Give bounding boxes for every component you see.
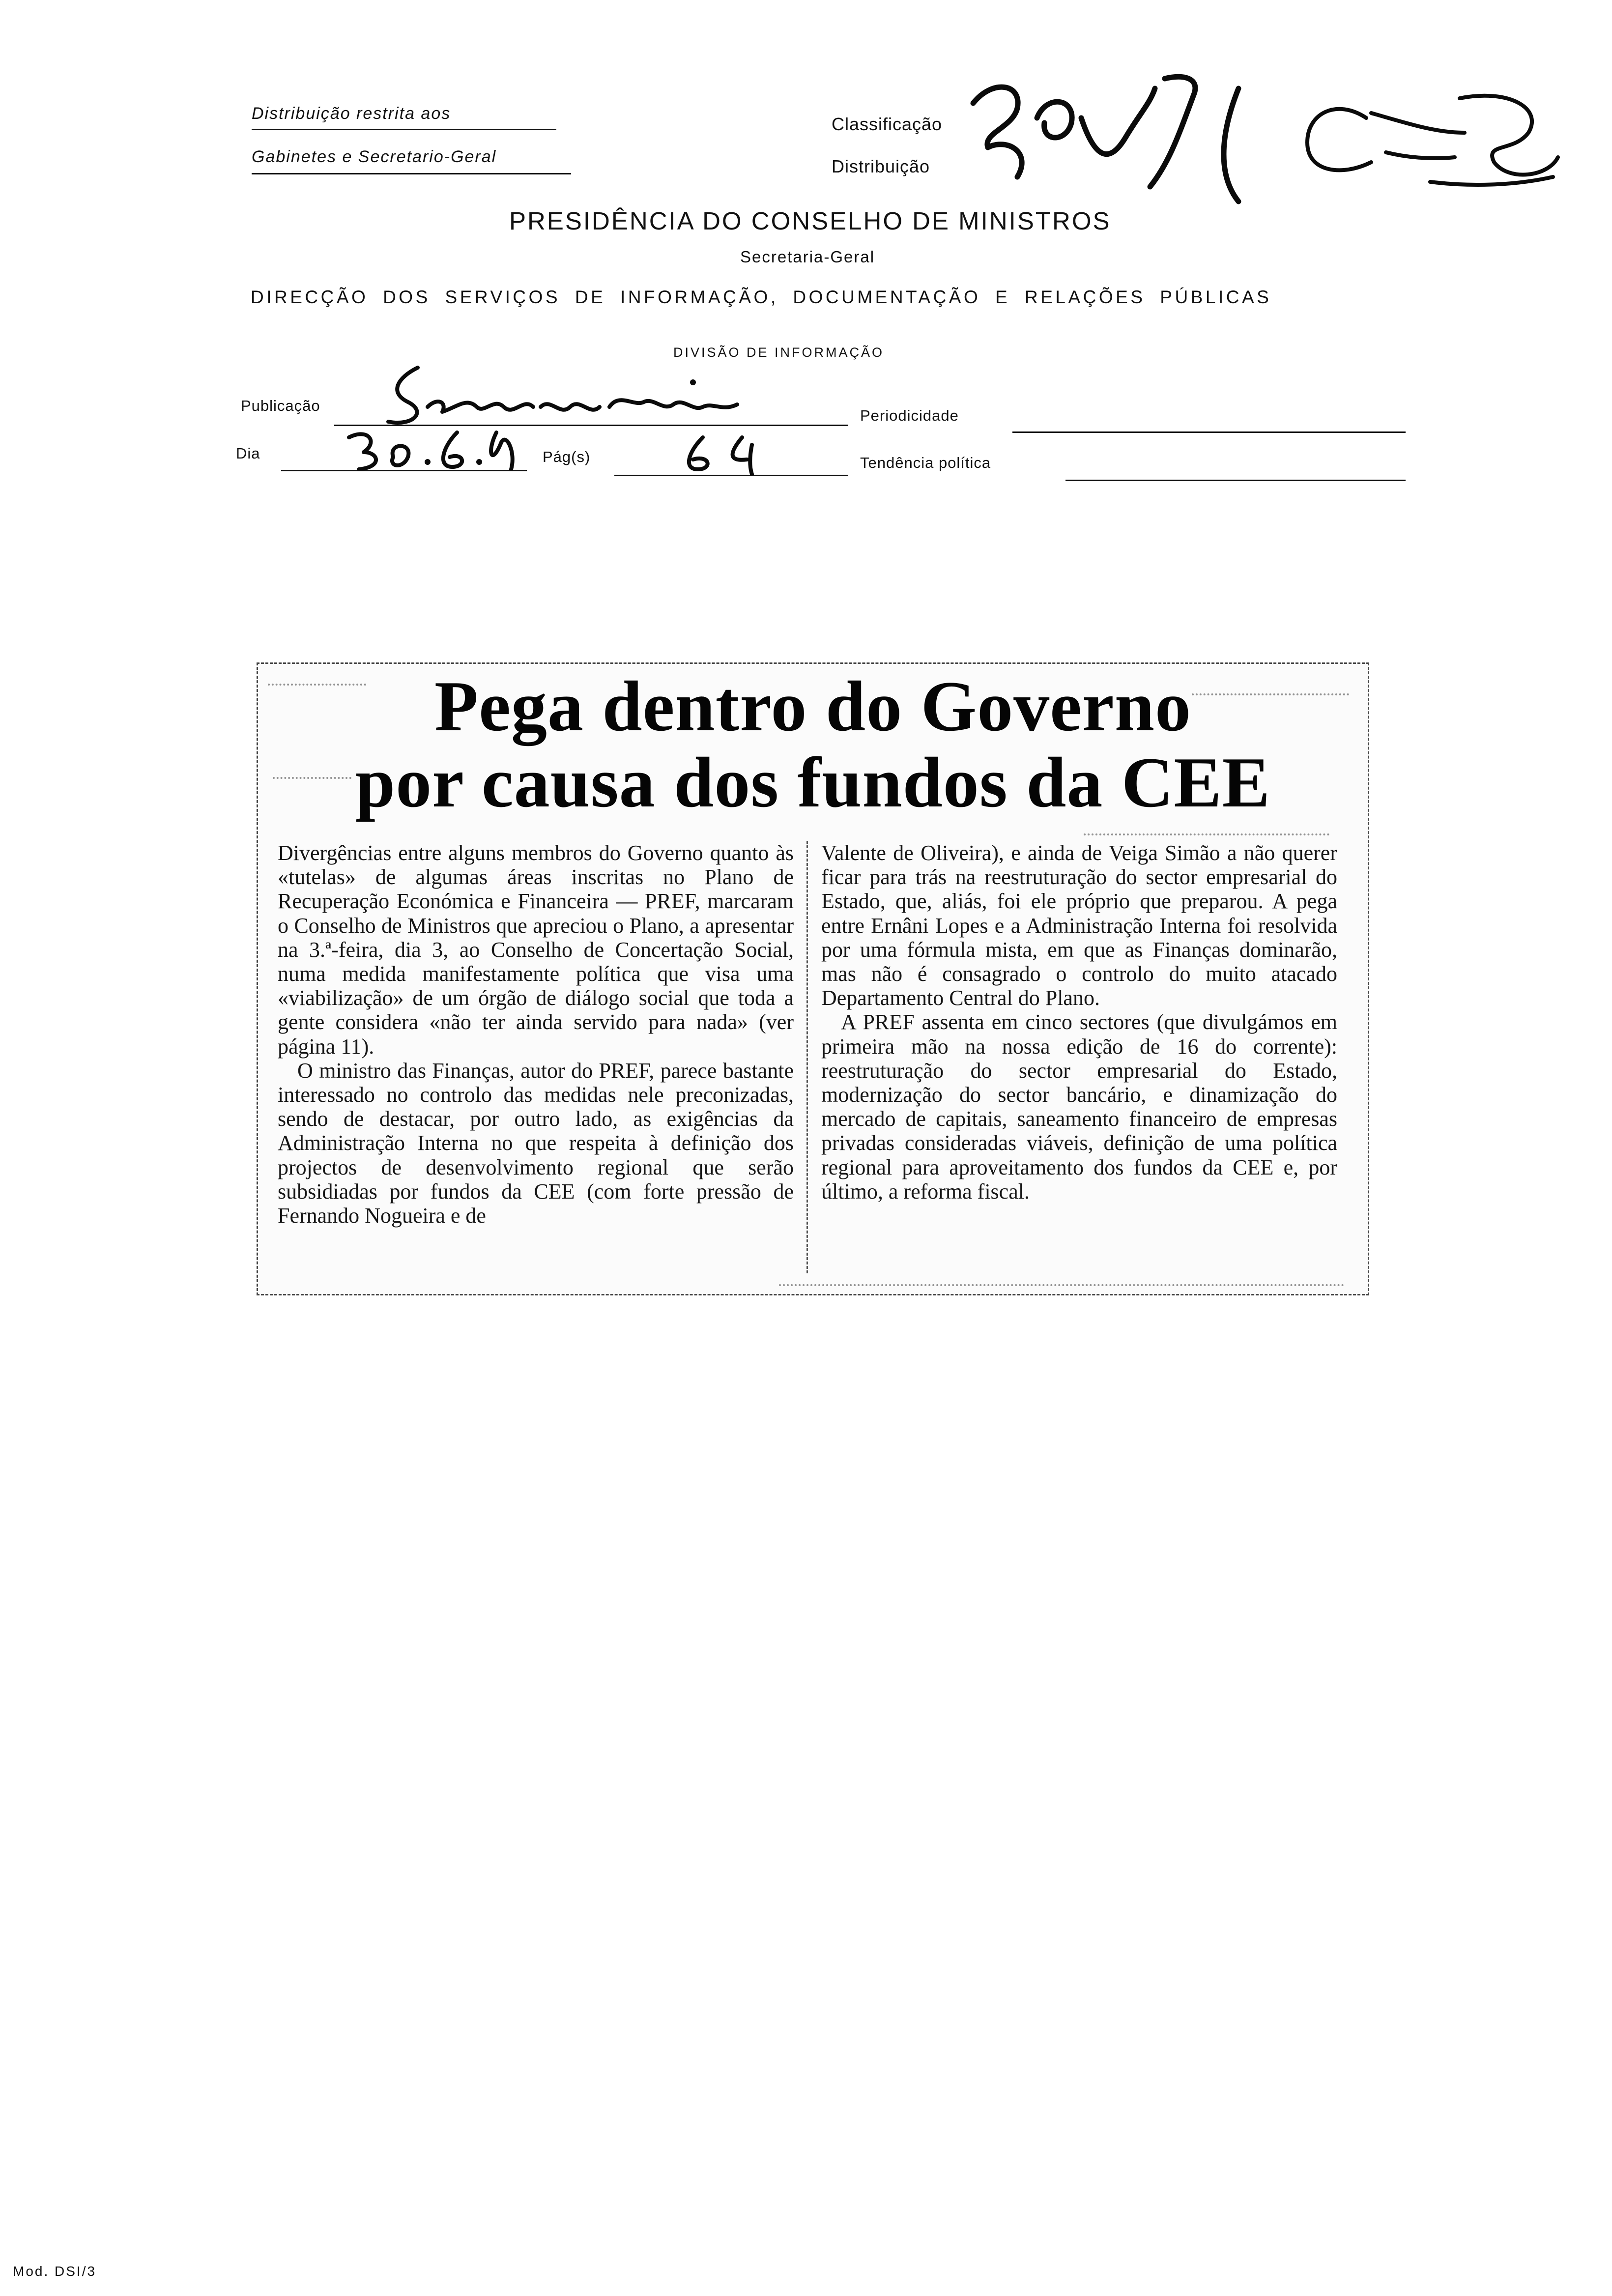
distribution-note-rule1 — [252, 129, 556, 130]
periodicity-line — [1012, 431, 1406, 433]
clipping-paragraph: Valente de Oliveira), e ainda de Veiga Simão a não querer ficar para trás na reestruturação do sector empresarial do Estado, que, aliás, foi ele próprio que preparou. A pega entre Ernâni Lopes e a Administração Interna foi resolvida por uma fórmula mista, em que as Finanças dominarão, mas não é consagrado o controlo do muito atacado Departamento Central do Plano. — [821, 841, 1337, 1010]
handwritten-day — [339, 423, 536, 477]
clipping-column-left — [278, 841, 794, 1283]
periodicity-label: Periodicidade — [860, 407, 959, 424]
scan-noise — [779, 1284, 1344, 1286]
clipping-paragraph: A PREF assenta em cinco sectores (que divulgámos em primeira mão na nossa edição de 16 do corrente): reestruturação do sector empresarial do Estado, modernização do sector bancário, e dinamização do mercado de capitais, saneamento financeiro de empresas privadas consideradas viáveis, definição de uma política regional para aproveitamento dos fundos da CEE e, por último, a reforma fiscal. — [821, 1010, 1337, 1204]
clipping-paragraph: O ministro das Finanças, autor do PREF, parece bastante interessado no controlo das medidas nele preconizadas, sendo de destacar, por outro lado, as exigências da Administração Interna no que respeita à definição dos projectos de desenvolvimento regional que serão subsidiadas por fundos da CEE (com forte pressão de Fernando Nogueira e de — [278, 1058, 794, 1228]
distribution-label: Distribuição — [832, 156, 930, 176]
form-code: Mod. DSI/3 — [13, 2264, 97, 2279]
handwritten-pages — [678, 432, 777, 477]
clipping-headline-line2: por causa dos fundos da CEE — [355, 743, 1271, 822]
political-tendency-line — [1065, 480, 1406, 481]
department-title: DIRECÇÃO DOS SERVIÇOS DE INFORMAÇÃO, DOCUMENTAÇÃO E RELAÇÕES PÚBLICAS — [251, 287, 1272, 307]
scan-noise — [1084, 833, 1329, 835]
clipping-headline-line1: Pega dentro do Governo — [434, 666, 1192, 746]
classification-label: Classificação — [832, 114, 943, 134]
publication-label: Publicação — [241, 397, 320, 414]
clipping-paragraph: Divergências entre alguns membros do Governo quanto às «tutelas» de algumas áreas inscritas no Plano de Recuperação Económica e Financeira — PREF, marcaram o Conselho de Ministros que apreciou o Plano, a apresentar na 3.ª-feira, dia 3, ao Conselho de Concertação Social, numa medida manifestamente política que visa uma «viabilização» de um órgão de diálogo social que toda a gente considera «não ter ainda servido para nada» (ver página 11). — [278, 841, 794, 1059]
newspaper-clipping — [257, 662, 1369, 1295]
day-label: Dia — [236, 445, 260, 462]
distribution-note-rule2 — [252, 173, 571, 174]
handwritten-classification-annotation — [963, 59, 1573, 206]
handwritten-publication — [378, 358, 762, 431]
division-title: DIVISÃO DE INFORMAÇÃO — [673, 345, 885, 360]
distribution-note-line2: Gabinetes e Secretario-Geral — [252, 147, 497, 166]
org-subtitle: Secretaria-Geral — [740, 248, 875, 266]
clipping-column-right — [821, 841, 1337, 1283]
org-title: PRESIDÊNCIA DO CONSELHO DE MINISTROS — [509, 207, 1111, 235]
column-divider — [806, 841, 808, 1273]
political-tendency-label: Tendência política — [860, 454, 991, 471]
pages-label: Pág(s) — [543, 448, 591, 465]
distribution-note-line1: Distribuição restrita aos — [252, 104, 451, 123]
